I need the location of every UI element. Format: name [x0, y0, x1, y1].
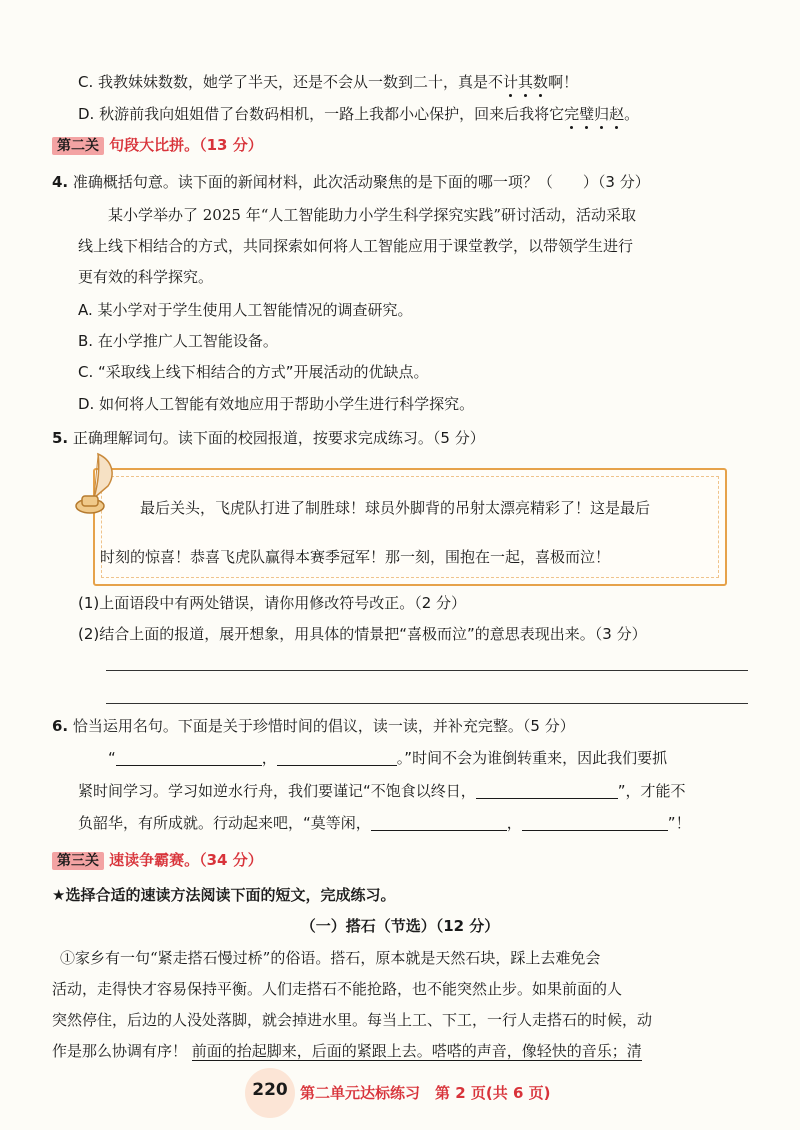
fill-blank[interactable] — [371, 814, 507, 831]
q5-number: 5. — [52, 429, 69, 447]
section2-badge: 第二关 — [52, 137, 104, 155]
instruction: ★选择合适的速读方法阅读下面的短文，完成练习。 — [52, 886, 396, 904]
section2-title: 句段大比拼。（13 分） — [109, 136, 263, 154]
q6-text-fragment: “ — [108, 749, 116, 767]
dotted-char: 完 — [564, 105, 580, 123]
section2-header — [52, 134, 263, 155]
q5-sub1: (1)上面语段中有两处错误，请你用修改符号改正。（2 分） — [78, 594, 467, 612]
q5-text: 正确理解词句。读下面的校园报道，按要求完成练习。（5 分） — [72, 429, 485, 447]
option-d-text: D. 秋游前我向姐姐借了台数码相机，一路上我都小心保护，回来后我将它 — [78, 105, 565, 123]
q6-number: 6. — [52, 717, 69, 735]
section3-title: 速读争霸赛。（34 分） — [109, 851, 263, 869]
page-number: 220 — [252, 1080, 288, 1100]
answer-line[interactable] — [106, 703, 748, 704]
q6-text-fragment: ”！ — [667, 814, 691, 832]
dotted-char: 归 — [594, 105, 610, 123]
underlined-sentence: 前面的抬起脚来，后面的紧跟上去。嗒嗒的声音，像轻快的音乐；清 — [191, 1042, 642, 1060]
q6-prompt — [52, 716, 575, 736]
q4-number: 4. — [52, 173, 69, 191]
q6-line3 — [78, 813, 691, 833]
q6-text-fragment: 。”时间不会为谁倒转重来，因此我们要抓 — [396, 749, 668, 767]
q4-option: D. 如何将人工智能有效地应用于帮助小学生进行科学探究。 — [78, 395, 475, 413]
report-line: 最后关头，飞虎队打进了制胜球！球员外脚背的吊射太漂亮精彩了！这是最后 — [140, 499, 651, 517]
q4-passage-line: 线上线下相结合的方式，共同探索如何将人工智能应用于课堂教学，以带领学生进行 — [78, 237, 634, 255]
q4-prompt — [52, 172, 650, 192]
option-d — [78, 104, 639, 124]
passage-line: ①家乡有一句“紧走搭石慢过桥”的俗语。搭石，原本就是天然石块，踩上去难免会 — [60, 949, 601, 967]
q4-option: C. “采取线上线下相结合的方式”开展活动的优缺点。 — [78, 363, 429, 381]
dotted-char: 数 — [533, 73, 549, 91]
q6-text-fragment: ， — [261, 749, 277, 767]
passage-title: （一）搭石（节选）（12 分） — [300, 917, 500, 935]
q4-option: B. 在小学推广人工智能设备。 — [78, 332, 278, 350]
quill-inkwell-icon — [68, 452, 120, 516]
q6-text-fragment: 负韶华，有所成就。行动起来吧，“莫等闲， — [78, 814, 371, 832]
passage-line: 活动，走得快才容易保持平衡。人们走搭石不能抢路，也不能突然止步。如果前面的人 — [52, 980, 623, 998]
fill-blank[interactable] — [522, 814, 668, 831]
q4-passage-line: 某小学举办了 2025 年“人工智能助力小学生科学探究实践”研讨活动，活动采取 — [108, 206, 637, 224]
option-d-tail: 。 — [624, 105, 640, 123]
passage-line-last — [52, 1041, 642, 1061]
fill-blank[interactable] — [476, 782, 618, 799]
q5-sub2: (2)结合上面的报道，展开想象，用具体的情景把“喜极而泣”的意思表现出来。（3 分） — [78, 625, 647, 643]
q4-passage-line: 更有效的科学探究。 — [78, 268, 214, 286]
dotted-char: 璧 — [579, 105, 595, 123]
q6-text: 恰当运用名句。下面是关于珍惜时间的倡议，读一读，并补充完整。（5 分） — [72, 717, 575, 735]
q5-prompt — [52, 428, 485, 448]
report-frame — [93, 468, 727, 586]
passage-line: 突然停住，后边的人没处落脚，就会掉进水里。每当上工、下工，一行人走搭石的时候，动 — [52, 1011, 653, 1029]
q6-line1 — [108, 748, 667, 768]
fill-blank[interactable] — [277, 749, 397, 766]
dotted-char: 赵 — [609, 105, 625, 123]
option-c-text: C. 我教妹妹数数，她学了半天，还是不会从一数到二十，真是不 — [78, 73, 504, 91]
report-line: 时刻的惊喜！恭喜飞虎队赢得本赛季冠军！那一刻，围抱在一起，喜极而泣！ — [100, 548, 611, 566]
footer-text: 第二单元达标练习 第 2 页(共 6 页) — [300, 1084, 551, 1102]
dotted-char: 计 — [503, 73, 519, 91]
q4-option: A. 某小学对于学生使用人工智能情况的调查研究。 — [78, 301, 413, 319]
fill-blank[interactable] — [116, 749, 262, 766]
q6-text-fragment: 紧时间学习。学习如逆水行舟，我们要谨记“不饱食以终日， — [78, 782, 476, 800]
q6-text-fragment: ”，才能不 — [617, 782, 686, 800]
section3-badge: 第三关 — [52, 852, 104, 870]
section3-header — [52, 849, 263, 870]
option-c — [78, 72, 578, 92]
answer-line[interactable] — [106, 670, 748, 671]
dotted-char: 其 — [518, 73, 534, 91]
passage-text: 作是那么协调有序！ — [52, 1042, 188, 1060]
q4-text: 准确概括句意。读下面的新闻材料，此次活动聚焦的是下面的哪一项？（ ）（3 分） — [72, 173, 650, 191]
q6-text-fragment: ， — [506, 814, 522, 832]
option-c-tail: 啊！ — [548, 73, 579, 91]
q6-line2 — [78, 781, 686, 801]
